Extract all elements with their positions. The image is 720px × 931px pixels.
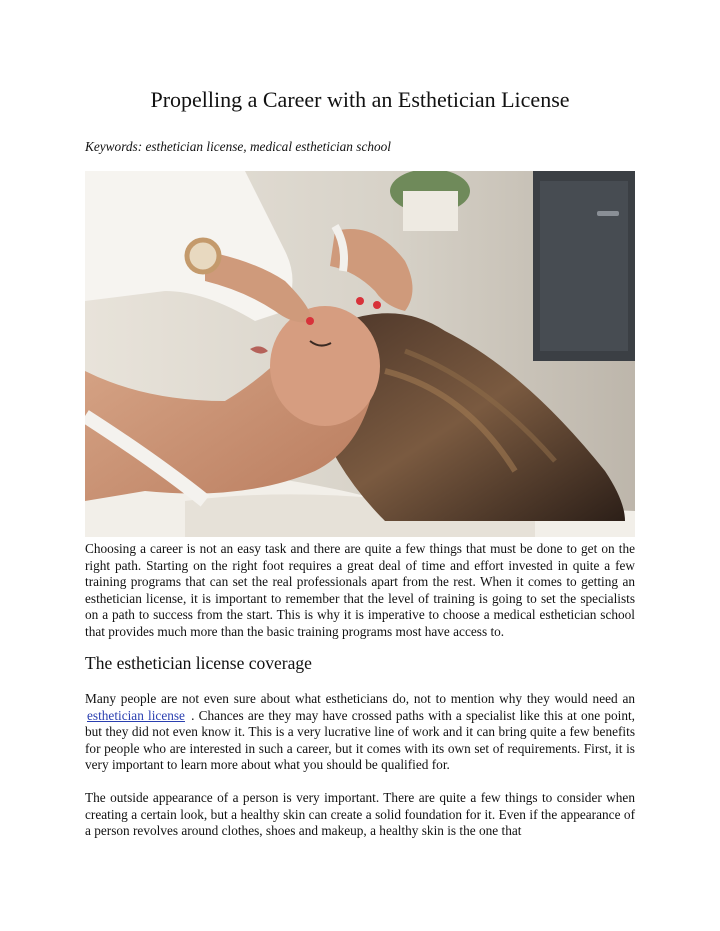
facial-treatment-photo <box>85 171 635 537</box>
coverage-text-end: . Chances are they may have crossed paths with a specialist like this at one point, but they did not even know it. This is a very lucrative line of work and it can bring quite a few benefits for people who are interested in such a career, but it comes with its own set of requirements. First, it is very important to learn more about what you should be qualified for. <box>85 707 635 773</box>
esthetician-license-link[interactable]: esthetician license <box>87 707 185 723</box>
intro-paragraph: Choosing a career is not an easy task and there are quite a few things that must be done to get on the right path. Starting on the right foot requires a great deal of time and effort invested in quite a few training programs that can set the real professionals apart from the rest. When it comes to getting an esthetician license, it is important to remember that the level of training is going to set the specialists on a path to success from the start. This is why it is imperative to choose a medical esthetician school that provides much more than the basic training programs most have access to. <box>85 541 635 639</box>
section-heading: The esthetician license coverage <box>85 653 312 673</box>
photo-illustration <box>85 171 635 537</box>
coverage-paragraph <box>85 691 635 774</box>
coverage-text-start: Many people are not even sure about what estheticians do, not to mention why they would need an <box>85 691 635 706</box>
keywords-line: Keywords: esthetician license, medical esthetician school <box>85 139 391 154</box>
appearance-paragraph: The outside appearance of a person is very important. There are quite a few things to consider when creating a certain look, but a healthy skin can create a solid foundation for it. Even if the appearance of a person revolves around clothes, shoes and makeup, a healthy skin is the one that <box>85 790 635 839</box>
page-title: Propelling a Career with an Esthetician License <box>150 87 570 112</box>
